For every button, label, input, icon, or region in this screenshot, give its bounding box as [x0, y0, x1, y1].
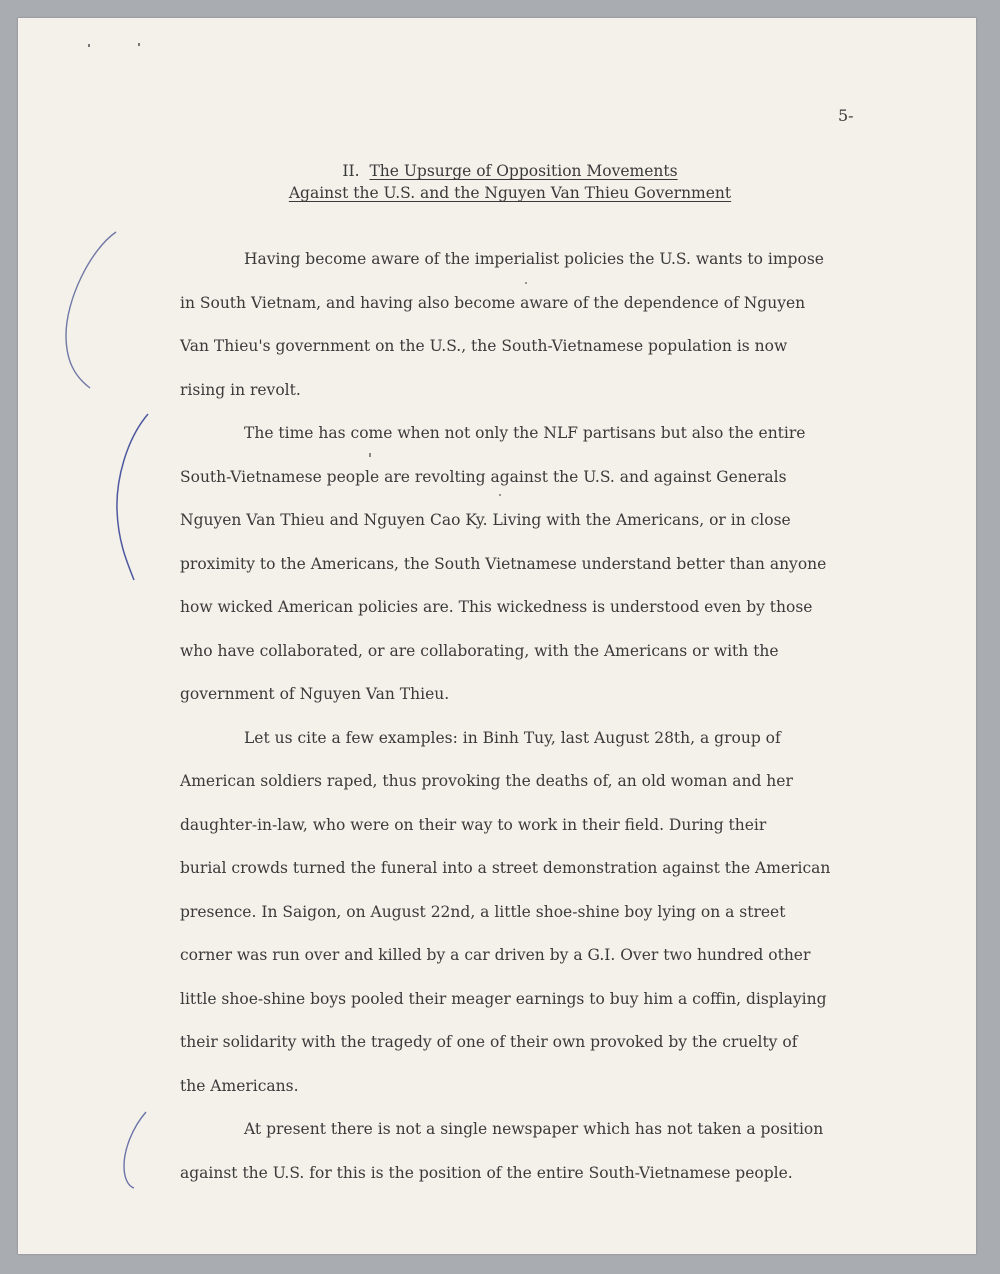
text-line: daughter-in-law, who were on their way to work in their field. During their [180, 815, 767, 834]
margin-bracket-mark [66, 232, 116, 388]
margin-bracket-mark [117, 414, 148, 580]
text-line: the Americans. [180, 1076, 299, 1095]
heading-prefix: II. [342, 162, 360, 180]
text-line: burial crowds turned the funeral into a street demonstration against the American [180, 859, 831, 877]
text-line: their solidarity with the tragedy of one of their own provoked by the cruelty of [180, 1033, 798, 1051]
stray-ink-mark [499, 494, 501, 496]
text-line: Nguyen Van Thieu and Nguyen Cao Ky. Living with the Americans, or in close [180, 511, 791, 529]
text-line: in South Vietnam, and having also become aware of the dependence of Nguyen [180, 293, 806, 312]
text-line: South-Vietnamese people are revolting against the U.S. and against Generals [180, 467, 787, 486]
text-line: The time has come when not only the NLF partisans but also the entire [244, 424, 806, 442]
text-line: against the U.S. for this is the position of the entire South-Vietnamese people. [180, 1163, 793, 1182]
text-line: Let us cite a few examples: in Binh Tuy, last August 28th, a group of [244, 728, 781, 747]
text-line: government of Nguyen Van Thieu. [180, 685, 450, 703]
text-line: rising in revolt. [180, 380, 301, 399]
margin-bracket-mark [124, 1112, 146, 1188]
text-line: little shoe-shine boys pooled their meager earnings to buy him a coffin, displaying [180, 989, 827, 1008]
heading-line-2: Against the U.S. and the Nguyen Van Thieu Government [288, 184, 732, 202]
text-line: corner was run over and killed by a car driven by a G.I. Over two hundred other [180, 946, 811, 964]
text-line: Van Thieu's government on the U.S., the South-Vietnamese population is now [180, 337, 788, 355]
text-line: American soldiers raped, thus provoking the deaths of, an old woman and her [180, 772, 793, 790]
text-line: proximity to the Americans, the South Vietnamese understand better than anyone [180, 554, 827, 573]
text-line: who have collaborated, or are collaborating, with the Americans or with the [180, 641, 779, 660]
page-number: 5- [838, 106, 854, 125]
stray-ink-mark [525, 282, 527, 284]
text-line: Having become aware of the imperialist policies the U.S. wants to impose [244, 250, 824, 268]
text-line: presence. In Saigon, on August 22nd, a little shoe-shine boy lying on a street [180, 902, 786, 921]
text-line: how wicked American policies are. This wickedness is understood even by those [180, 598, 813, 616]
text-line: At present there is not a single newspaper which has not taken a position [244, 1120, 824, 1138]
heading-title-line-1: The Upsurge of Opposition Movements [369, 162, 678, 180]
